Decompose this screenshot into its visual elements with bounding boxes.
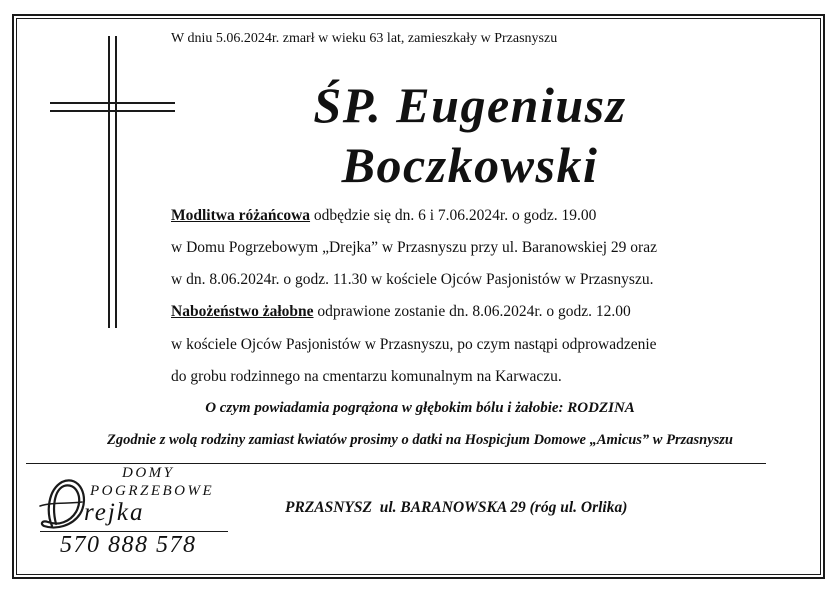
rosary-text: odbędzie się dn. 6 i 7.06.2024r. o godz. 19.00 [310,207,597,224]
funeral-paragraph-line3: do grobu rodzinnego na cmentarzu komunalnym na Karwaczu. [171,368,562,385]
cross-vertical-line [108,36,110,328]
cross-horizontal-line [50,110,175,112]
funeral-paragraph-line2: w kościele Ojców Pasjonistów w Przasnyszu, po czym nastąpi odprowadzenie [171,336,657,353]
rosary-paragraph-line2: w Domu Pogrzebowym „Drejka” w Przasnyszu przy ul. Baranowskiej 29 oraz [171,239,657,256]
deceased-name-line2: Boczkowski [341,137,599,193]
cross-vertical-line [115,36,117,328]
deceased-name-line1: ŚP. Eugeniusz [313,77,627,133]
funeral-text: odprawione zostanie dn. 8.06.2024r. o godz. 12.00 [313,303,631,320]
logo-name-text: rejka [84,499,145,526]
rosary-label: Modlitwa różańcowa [171,207,311,224]
divider [26,463,766,464]
death-intro: W dniu 5.06.2024r. zmarł w wieku 63 lat, zamieszkały w Przasnyszu [171,31,558,46]
logo-pogrzebowe-text: POGRZEBOWE [90,483,215,499]
logo-domy-text: DOMY [122,465,175,481]
rosary-paragraph-line3: w dn. 8.06.2024r. o godz. 11.30 w kościele Ojców Pasjonistów w Przasnyszu. [171,271,654,288]
drejka-logo-d-icon [38,476,90,532]
phone-number: 570 888 578 [60,532,197,558]
company-address: PRZASNYSZ ul. BARANOWSKA 29 (róg ul. Orlika) [285,499,628,516]
rosary-paragraph-line1 [171,208,596,224]
donation-notice: Zgodnie z wolą rodziny zamiast kwiatów prosimy o datki na Hospicjum Domowe „Amicus” w Przasnyszu [106,432,733,448]
family-notice: O czym powiadamia pogrążona w głębokim bólu i żałobie: RODZINA [205,400,635,416]
cross-icon [50,36,180,330]
funeral-paragraph-line1 [171,304,631,320]
funeral-label: Nabożeństwo żałobne [171,303,314,320]
cross-horizontal-line [50,102,175,104]
